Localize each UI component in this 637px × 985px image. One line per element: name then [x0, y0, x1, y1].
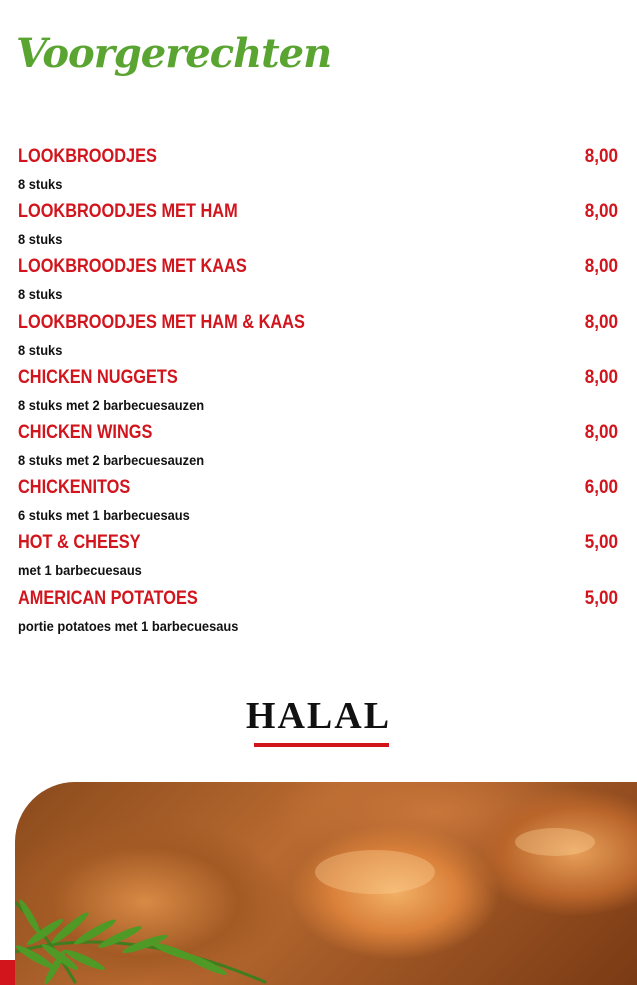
item-description: portie potatoes met 1 barbecuesaus	[18, 617, 239, 634]
item-price: 8,00	[584, 201, 618, 223]
halal-underline	[254, 743, 389, 747]
item-name: HOT & CHEESY	[18, 532, 141, 554]
item-description: 8 stuks	[18, 231, 63, 248]
rosemary-garnish-icon	[15, 782, 637, 985]
item-description: 6 stuks met 1 barbecuesaus	[18, 507, 190, 524]
item-name: LOOKBROODJES	[18, 146, 157, 167]
item-price: 5,00	[584, 587, 618, 609]
halal-label: HALAL	[245, 695, 392, 737]
corner-accent	[0, 960, 15, 985]
item-description: met 1 barbecuesaus	[18, 562, 142, 579]
item-description: 8 stuks met 2 barbecuesauzen	[18, 396, 205, 413]
item-description: 8 stuks	[18, 176, 63, 192]
menu-list	[18, 146, 618, 643]
item-name: AMERICAN POTATOES	[18, 587, 198, 609]
item-description: 8 stuks	[18, 286, 63, 303]
item-price: 8,00	[584, 146, 618, 167]
item-price: 8,00	[584, 421, 618, 443]
item-name: LOOKBROODJES MET KAAS	[18, 256, 247, 278]
menu-item	[18, 367, 618, 422]
item-description: 8 stuks met 2 barbecuesauzen	[18, 451, 205, 468]
menu-item	[18, 532, 618, 587]
menu-item	[18, 146, 618, 201]
section-title: Voorgerechten	[16, 30, 332, 77]
menu-item	[18, 588, 618, 643]
item-price: 8,00	[584, 366, 618, 388]
chicken-wings-photo	[15, 782, 637, 985]
item-name: LOOKBROODJES MET HAM & KAAS	[18, 311, 305, 333]
menu-item	[18, 256, 618, 311]
menu-item	[18, 201, 618, 256]
item-price: 5,00	[584, 532, 618, 554]
item-price: 8,00	[584, 256, 618, 278]
menu-item	[18, 422, 618, 477]
item-price: 8,00	[584, 311, 618, 333]
menu-item	[18, 477, 618, 532]
item-name: CHICKENITOS	[18, 477, 131, 499]
item-name: CHICKEN NUGGETS	[18, 366, 178, 388]
menu-item	[18, 312, 618, 367]
item-price: 6,00	[584, 477, 618, 499]
item-name: LOOKBROODJES MET HAM	[18, 201, 238, 223]
item-name: CHICKEN WINGS	[18, 421, 153, 443]
item-description: 8 stuks	[18, 341, 63, 358]
